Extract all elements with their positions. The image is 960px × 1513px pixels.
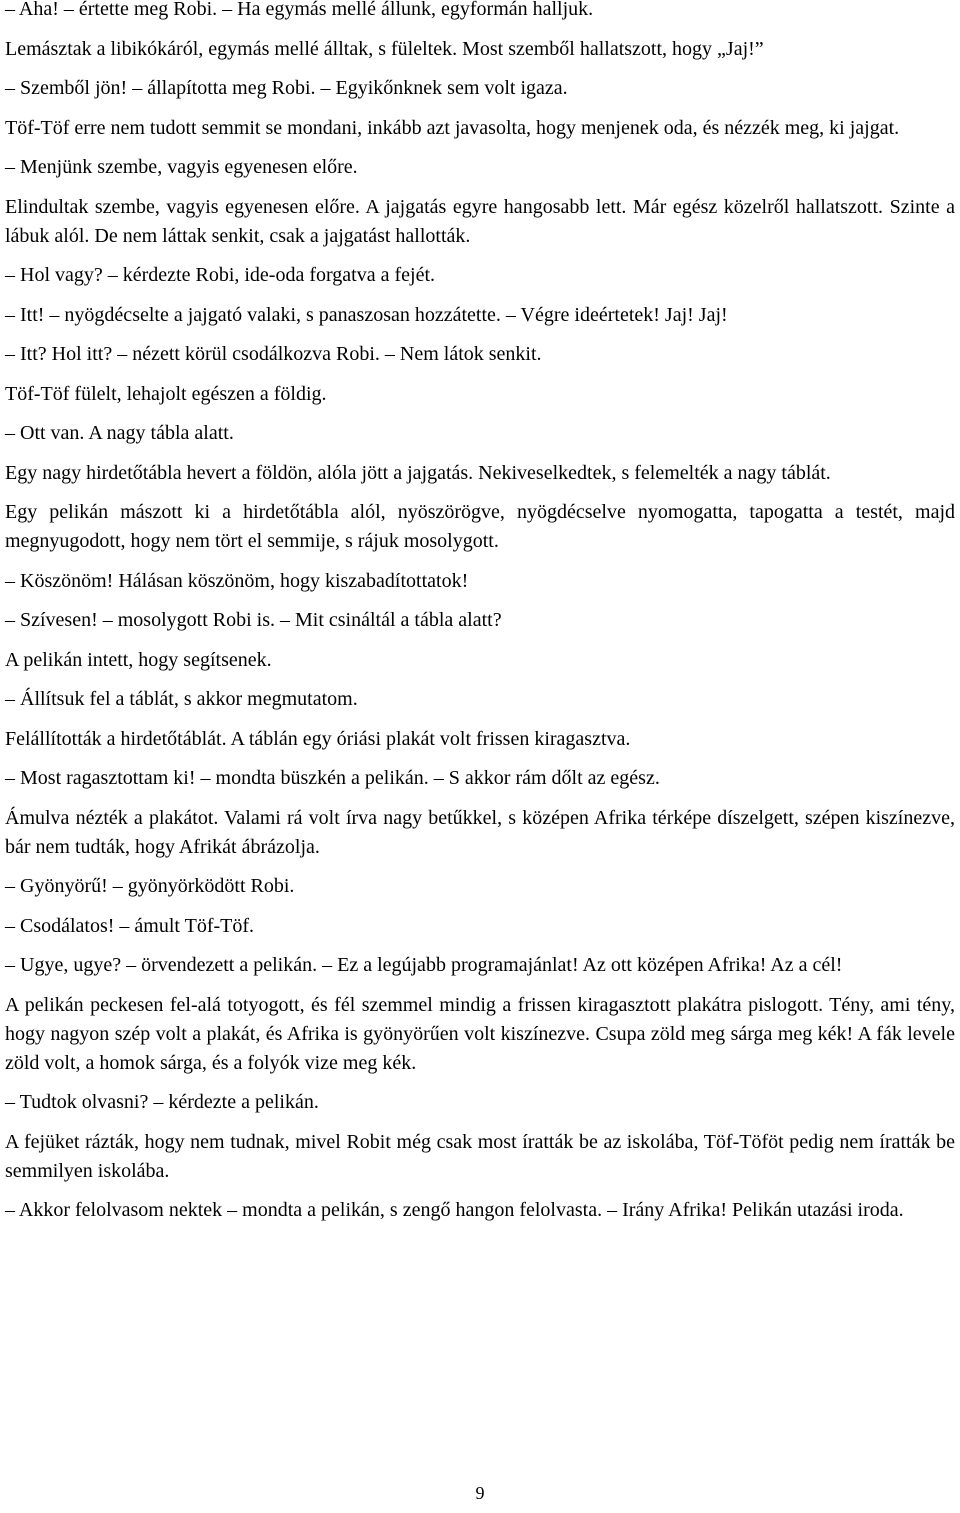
- paragraph: – Szemből jön! – állapította meg Robi. – Egyikőnknek sem volt igaza.: [5, 77, 568, 99]
- paragraph: Elindultak szembe, vagyis egyenesen előre. A jajgatás egyre hangosabb lett. Már egész közelről hallatszott. Szinte a lábuk alól. De nem láttak senkit, csak a jajgatást hallották.: [5, 195, 955, 247]
- paragraph: Ámulva nézték a plakátot. Valami rá volt írva nagy betűkkel, s középen Afrika térképe díszelgett, szépen kiszínezve, bár nem tudták, hogy Afrikát ábrázolja.: [5, 806, 955, 858]
- paragraph: Töf-Töf fülelt, lehajolt egészen a földig.: [5, 382, 327, 405]
- paragraph: – Csodálatos! – ámult Töf-Töf.: [5, 914, 255, 937]
- paragraph: – Tudtok olvasni? – kérdezte a pelikán.: [5, 1091, 319, 1113]
- paragraph: – Gyönyörű! – gyönyörködött Robi.: [5, 875, 295, 897]
- paragraph: Felállították a hirdetőtáblát. A táblán egy óriási plakát volt frissen kiragasztva.: [5, 727, 631, 750]
- paragraph: – Köszönöm! Hálásan köszönöm, hogy kiszabadítottatok!: [5, 569, 469, 592]
- paragraph: Töf-Töf erre nem tudott semmit se mondani, inkább azt javasolta, hogy menjenek oda, és nézzék meg, ki jajgat.: [5, 116, 900, 139]
- paragraph: – Menjünk szembe, vagyis egyenesen előre.: [5, 156, 358, 178]
- paragraph: – Aha! – értette meg Robi. – Ha egymás mellé állunk, egyformán halljuk.: [5, 0, 594, 20]
- paragraph: Lemásztak a libikókáról, egymás mellé álltak, s füleltek. Most szemből hallatszott, hogy „Jaj!”: [5, 37, 764, 60]
- paragraph: – Akkor felolvasom nektek – mondta a pelikán, s zengő hangon felolvasta. – Irány Afrika! Pelikán utazási iroda.: [5, 1199, 904, 1221]
- paragraph: – Most ragasztottam ki! – mondta büszkén a pelikán. – S akkor rám dőlt az egész.: [5, 767, 660, 789]
- paragraph: – Állítsuk fel a táblát, s akkor megmutatom.: [5, 688, 358, 710]
- paragraph: – Ugye, ugye? – örvendezett a pelikán. – Ez a legújabb programajánlat! Az ott középen Afrika! Az a cél!: [5, 954, 843, 976]
- paragraph: – Hol vagy? – kérdezte Robi, ide-oda forgatva a fejét.: [5, 264, 436, 286]
- document-page: [5, 0, 955, 1236]
- paragraph: – Ott van. A nagy tábla alatt.: [5, 422, 234, 444]
- paragraph: A fejüket rázták, hogy nem tudnak, mivel Robit még csak most íratták be az iskolába, Töf-Töföt pedig nem íratták be semmilyen iskolába.: [5, 1130, 955, 1182]
- page-number: 9: [475, 1483, 485, 1503]
- paragraph: A pelikán intett, hogy segítsenek.: [5, 648, 272, 671]
- paragraph: A pelikán peckesen fel-alá totyogott, és fél szemmel mindig a frissen kiragasztott plakátra pislogott. Tény, ami tény, hogy nagyon szép volt a plakát, és Afrika is gyönyörűen volt kiszínezve. Csupa zöld meg sárga meg kék! A fák levele zöld volt, a homok sárga, és a folyók vize meg kék.: [5, 993, 955, 1074]
- paragraph: – Itt! – nyögdécselte a jajgató valaki, s panaszosan hozzátette. – Végre ideértetek! Jaj! Jaj!: [5, 303, 728, 326]
- paragraph: Egy pelikán mászott ki a hirdetőtábla alól, nyöszörögve, nyögdécselve nyomogatta, tapogatta a testét, majd megnyugodott, hogy nem tört el semmije, s rájuk mosolygott.: [5, 501, 955, 552]
- paragraph: Egy nagy hirdetőtábla hevert a földön, alóla jött a jajgatás. Nekiveselkedtek, s felemelték a nagy táblát.: [5, 461, 831, 484]
- paragraph: – Itt? Hol itt? – nézett körül csodálkozva Robi. – Nem látok senkit.: [5, 343, 542, 365]
- paragraph: – Szívesen! – mosolygott Robi is. – Mit csináltál a tábla alatt?: [5, 609, 502, 631]
